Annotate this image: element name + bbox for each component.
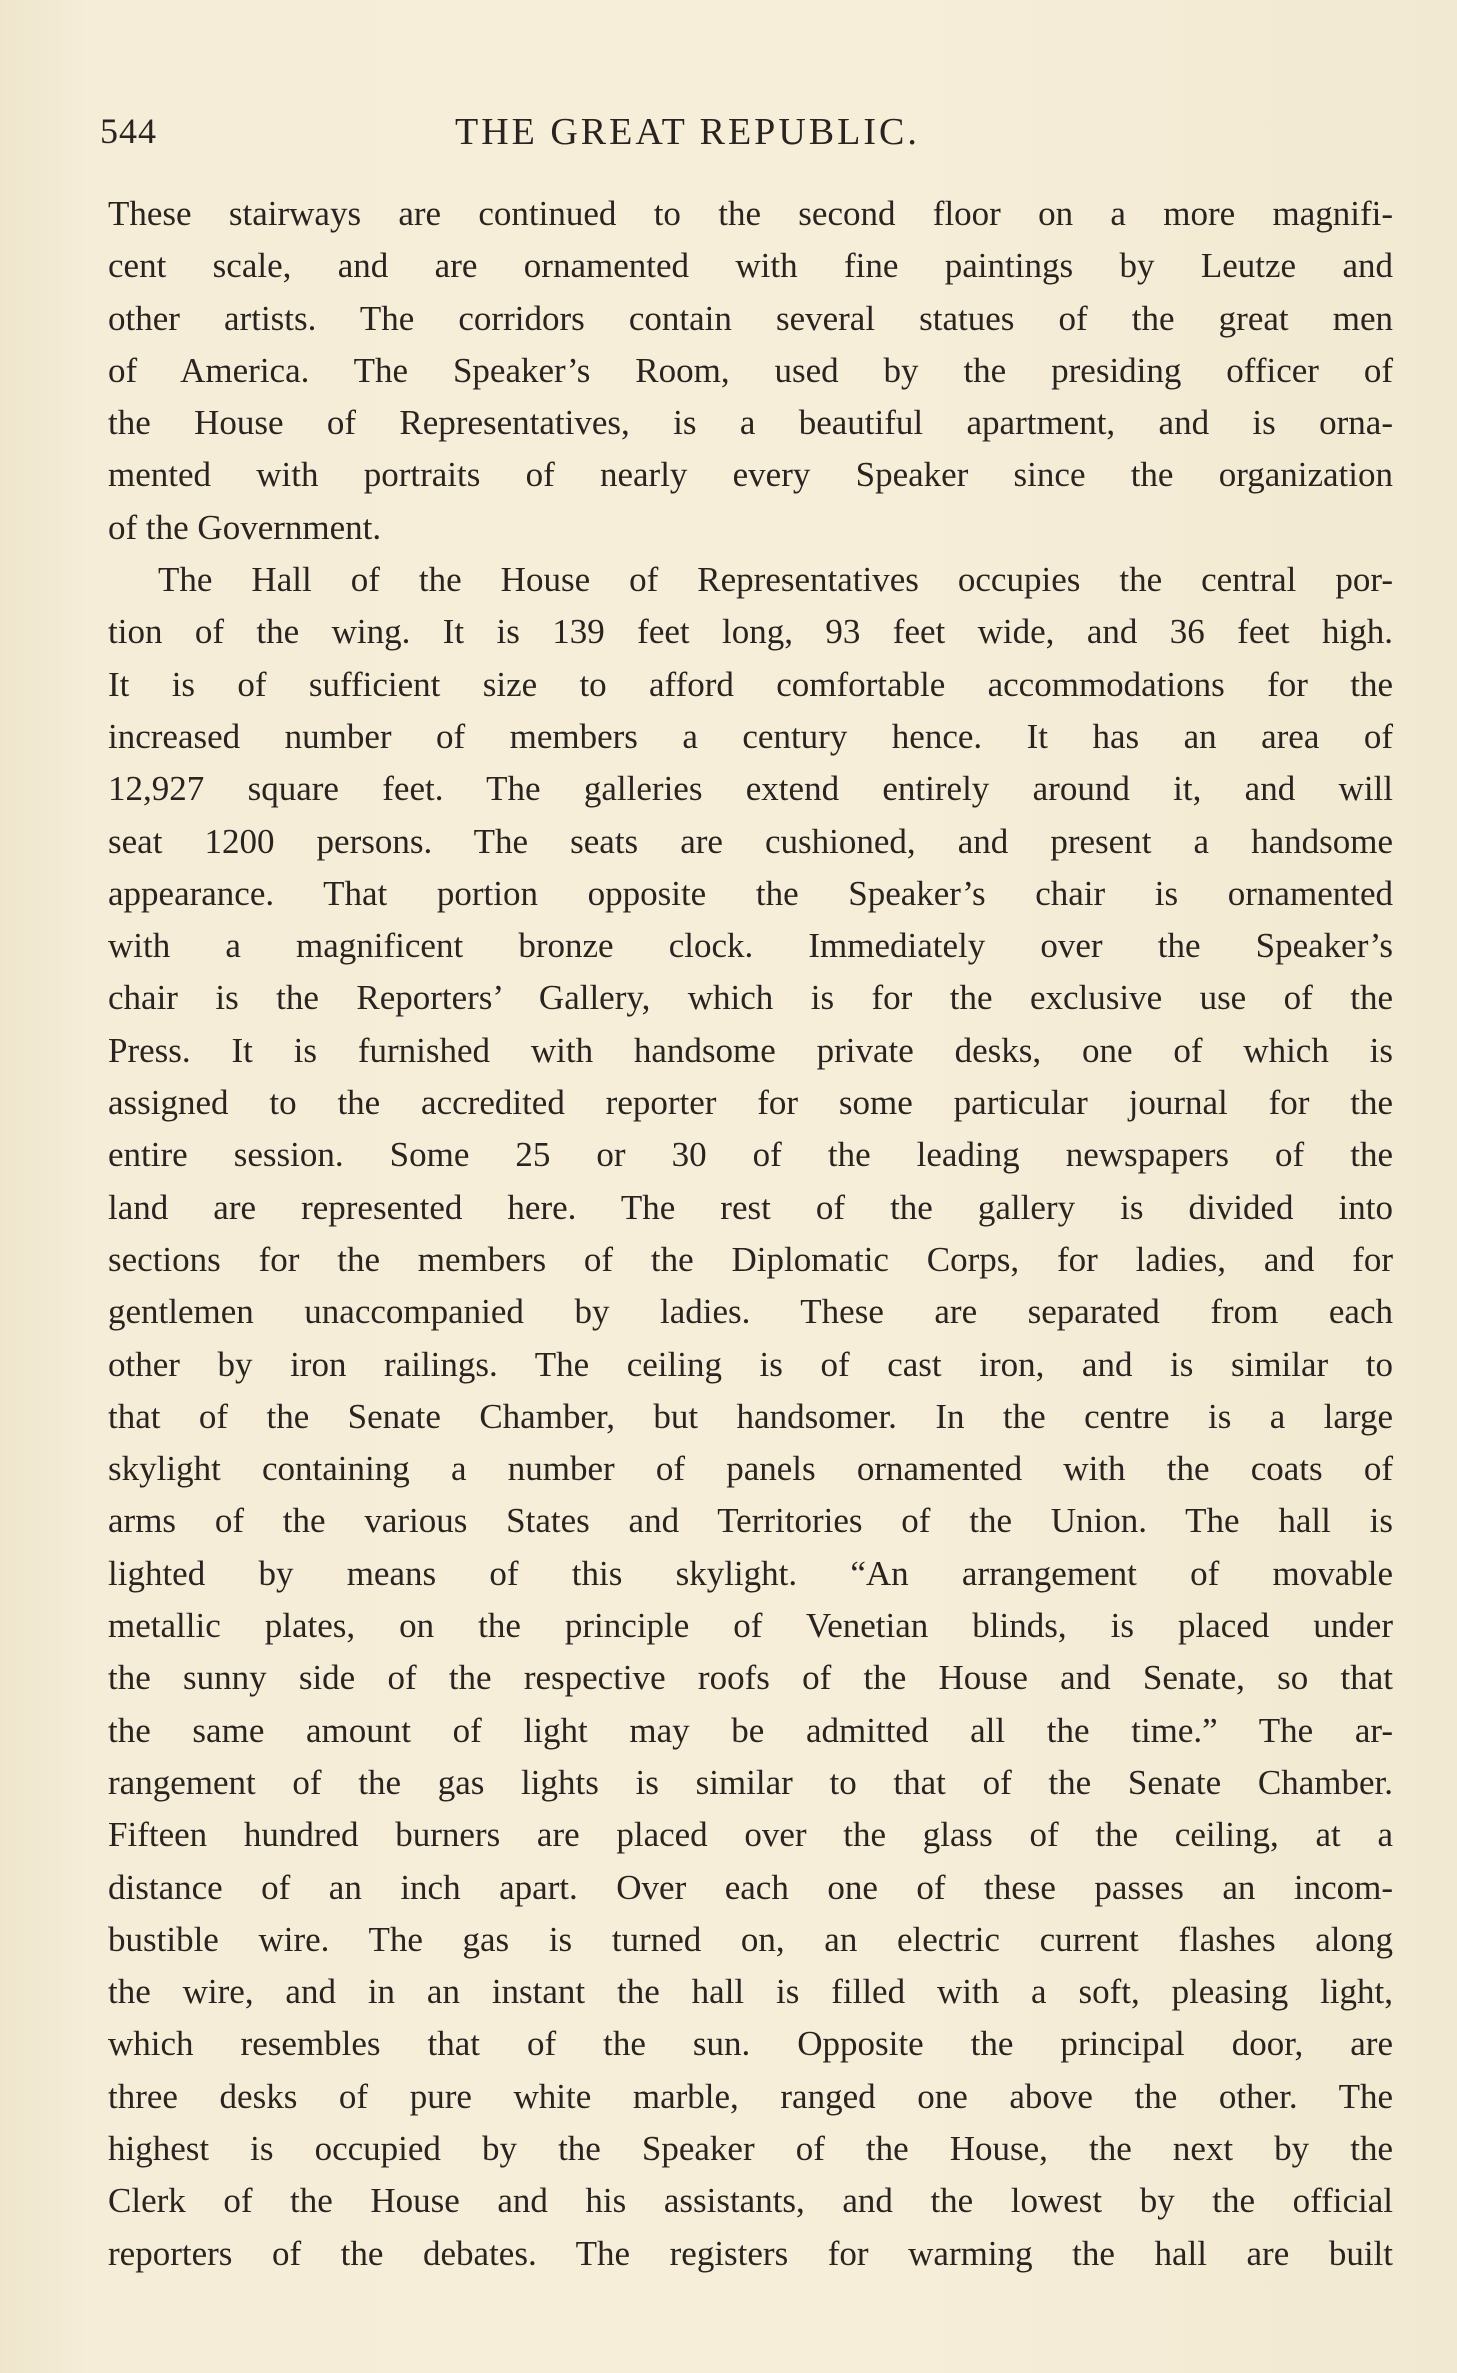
text-line: three desks of pure white marble, ranged one above the other. The <box>108 2076 1393 2116</box>
text-line: assigned to the accredited reporter for some particular journal for the <box>108 1083 1393 1123</box>
text-line: the sunny side of the respective roofs of the House and Senate, so that <box>108 1658 1393 1698</box>
text-line: tion of the wing. It is 139 feet long, 93 feet wide, and 36 feet high. <box>108 612 1393 652</box>
text-line: These stairways are continued to the second floor on a more magnifi- <box>108 194 1393 233</box>
text-line: the wire, and in an instant the hall is filled with a soft, pleasing light, <box>108 1972 1393 2012</box>
paragraph-start-line: The Hall of the House of Representatives occupies the central por- <box>158 560 1393 600</box>
text-line: lighted by means of this skylight. “An arrangement of movable <box>108 1553 1393 1593</box>
text-line: gentlemen unaccompanied by ladies. These are separated from each <box>108 1292 1393 1332</box>
text-line: Fifteen hundred burners are placed over the glass of the ceiling, at a <box>108 1815 1393 1855</box>
text-line: distance of an inch apart. Over each one of these passes an incom- <box>108 1867 1393 1907</box>
text-line: chair is the Reporters’ Gallery, which is for the exclusive use of the <box>108 978 1393 1018</box>
text-line: the House of Representatives, is a beautiful apartment, and is orna- <box>108 403 1393 443</box>
text-line: metallic plates, on the principle of Venetian blinds, is placed under <box>108 1606 1393 1646</box>
text-line: of America. The Speaker’s Room, used by the presiding officer of <box>108 350 1393 390</box>
text-line: increased number of members a century hence. It has an area of <box>108 716 1393 756</box>
text-line: Press. It is furnished with handsome private desks, one of which is <box>108 1030 1393 1070</box>
text-line: which resembles that of the sun. Opposite the principal door, are <box>108 2024 1393 2064</box>
text-line: other artists. The corridors contain several statues of the great men <box>108 298 1393 338</box>
text-line: land are represented here. The rest of the gallery is divided into <box>108 1187 1393 1227</box>
running-head <box>100 110 1380 170</box>
text-line: Clerk of the House and his assistants, and the lowest by the official <box>108 2181 1393 2221</box>
running-title: THE GREAT REPUBLIC. <box>455 111 920 153</box>
text-line: bustible wire. The gas is turned on, an electric current flashes along <box>108 1919 1393 1959</box>
text-line: It is of sufficient size to afford comfortable accommodations for the <box>108 664 1393 704</box>
text-line: reporters of the debates. The registers for warming the hall are built <box>108 2233 1393 2273</box>
text-line: seat 1200 persons. The seats are cushioned, and present a handsome <box>108 821 1393 861</box>
text-line: highest is occupied by the Speaker of the House, the next by the <box>108 2128 1393 2168</box>
text-line: mented with portraits of nearly every Speaker since the organization <box>108 455 1393 495</box>
text-line: the same amount of light may be admitted all the time.” The ar- <box>108 1710 1393 1750</box>
text-line: cent scale, and are ornamented with fine paintings by Leutze and <box>108 246 1393 286</box>
text-line: skylight containing a number of panels ornamented with the coats of <box>108 1449 1393 1489</box>
text-line: appearance. That portion opposite the Speaker’s chair is ornamented <box>108 873 1393 913</box>
body-text <box>108 188 1393 2280</box>
text-line: with a magnificent bronze clock. Immediately over the Speaker’s <box>108 926 1393 966</box>
text-line: arms of the various States and Territories of the Union. The hall is <box>108 1501 1393 1541</box>
text-line: 12,927 square feet. The galleries extend entirely around it, and will <box>108 769 1393 809</box>
paragraph-end-line: of the Government. <box>108 507 382 547</box>
text-line: rangement of the gas lights is similar to that of the Senate Chamber. <box>108 1762 1393 1802</box>
text-line: that of the Senate Chamber, but handsomer. In the centre is a large <box>108 1396 1393 1436</box>
page-number: 544 <box>100 111 157 151</box>
text-line: other by iron railings. The ceiling is of cast iron, and is similar to <box>108 1344 1393 1384</box>
text-line: sections for the members of the Diplomatic Corps, for ladies, and for <box>108 1239 1393 1279</box>
text-line: entire session. Some 25 or 30 of the leading newspapers of the <box>108 1135 1393 1175</box>
